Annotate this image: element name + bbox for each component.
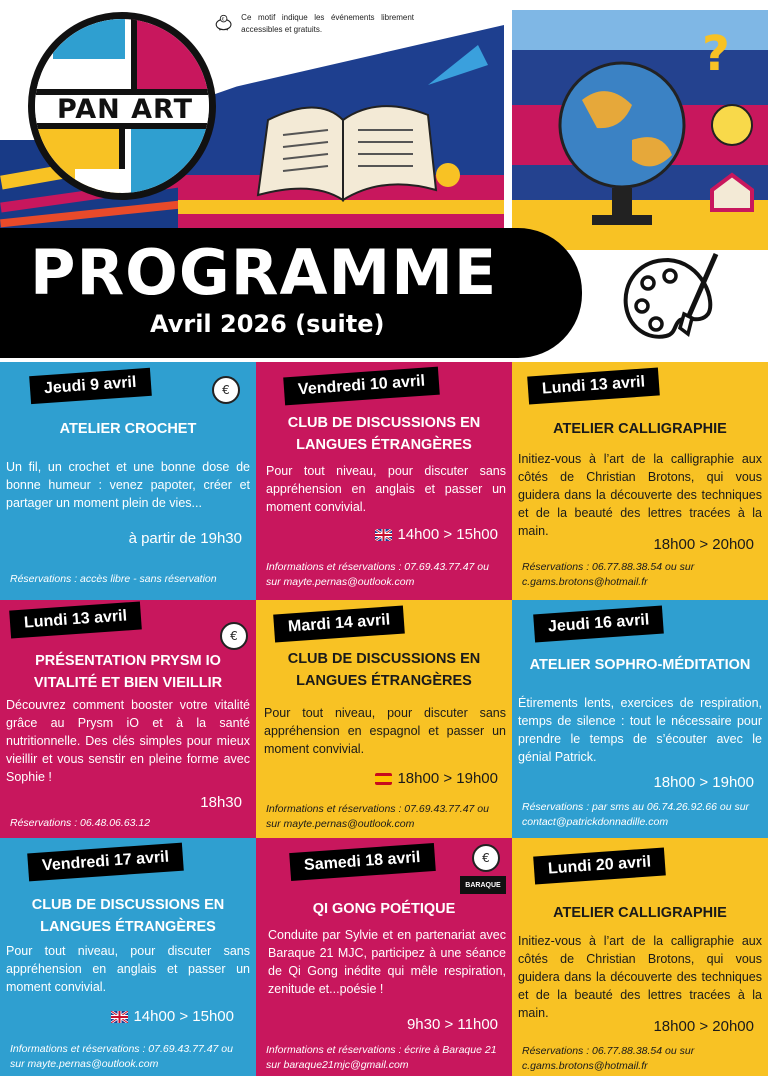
piggy-bank-euro-icon: €	[212, 376, 240, 404]
piggy-bank-euro-icon	[214, 12, 233, 34]
event-description: Découvrez comment booster votre vitalité grâce au Prysm iO et à la santé nutritionnelle. Des clés simples pour mieux vieillir et vous senstir en pleine forme avec Sophie !	[6, 698, 250, 784]
event-title: ATELIER CALLIGRAPHIE	[553, 421, 727, 437]
event-date: Lundi 13 avril	[527, 367, 660, 404]
event-title: CLUB DE DISCUSSIONS EN LANGUES ÉTRANGÈRES	[287, 651, 481, 689]
event-card	[256, 838, 512, 1076]
event-card	[0, 600, 256, 838]
event-card	[512, 838, 768, 1076]
event-date: Vendredi 10 avril	[283, 367, 440, 406]
spain-flag-icon	[375, 773, 392, 785]
header	[0, 0, 768, 362]
event-description: Initiez-vous à l’art de la calligraphie aux côtés de Christian Brotons, qui vous guidera dans la découverte des techniques et de la beauté des lettres tracées à la main.	[518, 934, 762, 1020]
uk-flag-icon	[375, 529, 392, 541]
event-time: 9h30 > 11h00	[406, 1016, 498, 1033]
event-time: 14h00 > 15h00	[375, 526, 498, 543]
event-title: ATELIER CROCHET	[59, 421, 197, 437]
event-description: Pour tout niveau, pour discuter sans appréhension en anglais et passer un moment convivial.	[266, 464, 506, 514]
page-title: PROGRAMME	[30, 236, 498, 309]
event-reservation: Informations et réservations : 07.69.43.77.47 ou sur mayte.pernas@outlook.com	[266, 561, 489, 588]
pan-art-logo	[28, 12, 216, 200]
event-time: 18h00 > 20h00	[653, 1018, 754, 1035]
svg-text:€: €	[221, 17, 225, 23]
event-reservation: Réservations : 06.77.88.38.54 ou sur c.gams.brotons@hotmail.fr	[522, 561, 695, 588]
event-title: CLUB DE DISCUSSIONS EN LANGUES ÉTRANGÈRES	[31, 897, 225, 935]
event-reservation: Informations et réservations : 07.69.43.77.47 ou sur mayte.pernas@outlook.com	[266, 803, 489, 830]
notice-text: Ce motif indique les événements librement accessibles et gratuits.	[241, 13, 414, 34]
event-reservation: Réservations : 06.77.88.38.54 ou sur c.gams.brotons@hotmail.fr	[522, 1045, 695, 1072]
header-art-book	[178, 25, 504, 230]
page-subtitle: Avril 2026 (suite)	[150, 310, 385, 338]
palette-brush-icon	[618, 248, 728, 358]
uk-flag-icon	[111, 1011, 128, 1023]
event-card	[256, 362, 512, 600]
header-art-globe	[512, 10, 768, 250]
event-date: Lundi 20 avril	[533, 847, 666, 884]
piggy-bank-euro-icon: €	[220, 622, 248, 650]
partner-logo-baraque: BARAQUE	[460, 876, 506, 894]
event-time: 18h30	[200, 794, 242, 811]
event-title: ATELIER SOPHRO-MÉDITATION	[529, 657, 751, 673]
event-description: Conduite par Sylvie et en partenariat avec Baraque 21 MJC, participez à une séance de Qi Gong inédite qui mêle respiration, zenitude et...poésie !	[268, 928, 506, 996]
event-description: Pour tout niveau, pour discuter sans appréhension en espagnol et passer un moment convivial.	[264, 706, 506, 756]
logo-text: PAN ART	[28, 89, 216, 129]
piggy-bank-euro-icon: €	[472, 844, 500, 872]
event-title: QI GONG POÉTIQUE	[312, 901, 456, 917]
event-date: Jeudi 9 avril	[29, 368, 151, 404]
event-reservation: Informations et réservations : 07.69.43.77.47 ou sur mayte.pernas@outlook.com	[10, 1043, 233, 1070]
event-title: ATELIER CALLIGRAPHIE	[553, 905, 727, 921]
event-date: Samedi 18 avril	[289, 843, 435, 881]
event-card	[0, 362, 256, 600]
event-card	[256, 600, 512, 838]
event-reservation: Réservations : 06.48.06.63.12	[10, 817, 151, 829]
event-date: Lundi 13 avril	[9, 601, 142, 638]
event-description: Étirements lents, exercices de respiration, temps de silence : tout le nécessaire pour prendre le temps de s’écouter avec le génial Patrick.	[518, 696, 762, 764]
event-date: Vendredi 17 avril	[27, 843, 184, 882]
event-reservation: Réservations : accès libre - sans réservation	[10, 573, 217, 585]
event-description: Pour tout niveau, pour discuter sans appréhension en anglais et passer un moment convivial.	[6, 944, 250, 994]
event-card	[512, 362, 768, 600]
event-time: à partir de 19h30	[128, 530, 242, 547]
svg-text:?: ?	[702, 26, 730, 82]
event-reservation: Informations et réservations : écrire à Baraque 21 sur baraque21mjc@gmail.com	[266, 1044, 497, 1071]
event-time: 14h00 > 15h00	[111, 1008, 234, 1025]
event-time: 18h00 > 20h00	[653, 536, 754, 553]
event-card	[0, 838, 256, 1076]
event-title: PRÉSENTATION PRYSM IO VITALITÉ ET BIEN VIEILLIR	[33, 653, 223, 691]
event-time: 18h00 > 19h00	[375, 770, 498, 787]
free-event-notice	[214, 12, 414, 36]
event-date: Mardi 14 avril	[273, 605, 405, 642]
event-title: CLUB DE DISCUSSIONS EN LANGUES ÉTRANGÈRES	[287, 415, 481, 453]
event-description: Initiez-vous à l’art de la calligraphie aux côtés de Christian Brotons, qui vous guidera dans la découverte des techniques et de la beauté des lettres tracées à la main.	[518, 452, 762, 538]
event-description: Un fil, un crochet et une bonne dose de bonne humeur : venez papoter, créer et partager un moment plein de vies...	[6, 460, 250, 510]
event-reservation: Réservations : par sms au 06.74.26.92.66 ou sur contact@patrickdonnadille.com	[522, 801, 750, 828]
globe-icon	[512, 10, 768, 250]
event-date: Jeudi 16 avril	[533, 606, 664, 643]
open-book-icon	[178, 25, 504, 230]
event-time: 18h00 > 19h00	[653, 774, 754, 791]
event-card	[512, 600, 768, 838]
